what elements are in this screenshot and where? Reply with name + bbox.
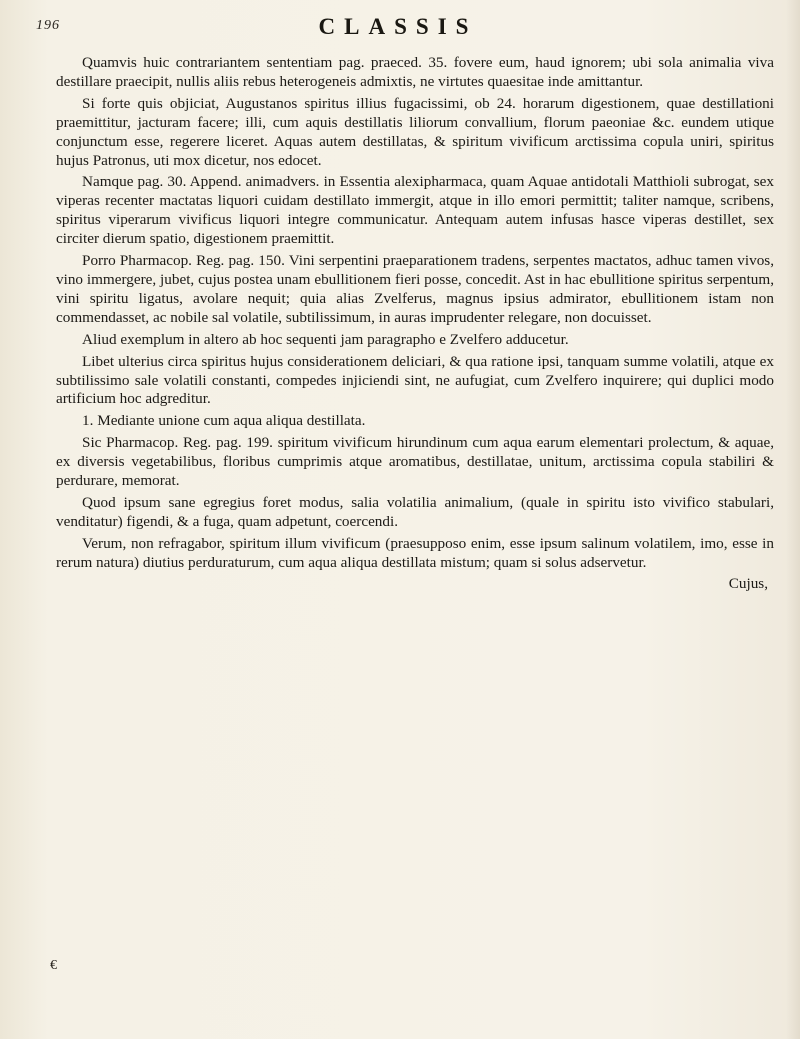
paragraph-6: Libet ulterius circa spiritus hujus considerationem deliciari, & qua ratione ipsi, tanquam summe volatili, atque ex subtilissimo sale volatili constanti, compedes injiciendi sint, ne aufugiat, cum Zvelfero inquirere; qui duplici modo artificium hoc adgreditur.	[56, 352, 774, 408]
running-head: CLASSIS	[318, 14, 478, 39]
paragraph-4: Porro Pharmacop. Reg. pag. 150. Vini serpentini praeparationem tradens, serpentes mactatos, adhuc tamen vivos, vino immergere, jubet, cujus postea unam ebullitionem fieri posse, concedit. Ast in hac ebullitione spiritus serpentum, vini spiritu ligatus, avolare nequit; quia alias Zvelferus, magnus ipsius admirator, ebullitionem istam non commendasset, ac nobile sal volatile, subtilissimum, in auras imprudenter relegare, non docuisset.	[56, 252, 774, 326]
paragraph-10: Verum, non refragabor, spiritum illum vivificum (praesupposo enim, esse ipsum salinum volatilem, imo, esse in rerum natura) diutius perduraturum, cum aqua aliqua destillata mistum; quam si solus adservetur.	[56, 534, 774, 571]
page-number: 196	[36, 18, 60, 33]
page-gutter-shadow	[786, 0, 800, 1039]
paragraph-7: 1. Mediante unione cum aqua aliqua destillata.	[82, 412, 366, 430]
text-body	[56, 54, 774, 593]
paragraph-9: Quod ipsum sane egregius foret modus, salia volatilia animalium, (quale in spiritu isto vivifico stabulari, venditatur) figendi, & a fuga, quam adpetunt, coercendi.	[56, 493, 774, 530]
paragraph-1: Quamvis huic contrariantem sententiam pag. praeced. 35. fovere eum, haud ignorem; ubi sola animalia viva destillare praecipit, nullis aliis rebus heterogeneis admixtis, ne virtutes quaesitae inde amittantur.	[56, 54, 774, 90]
paragraph-2: Si forte quis objiciat, Augustanos spiritus illius fugacissimi, ob 24. horarum digestionem, quae destillationi praemittitur, jacturam facere; illi, cum aquis destillatis liliorum convallium, florum paeoniae &c. eundem utique conjunctum esse, regerere liceret. Aquas autem destillatas, & spiritum vivificum arctissima copula uniri, spiritus hujus Patronus, uti mox dicetur, nos edocet.	[56, 94, 774, 169]
page-header	[36, 14, 760, 44]
paragraph-3: Namque pag. 30. Append. animadvers. in Essentia alexipharmaca, quam Aquae antidotali Matthioli subrogat, sex viperas recenter mactatas liquori cuidam destillato immergit, atque in illo emori permittit; taliter namque, scribens, spiritus viperarum vivificus liquori integre communicatur. Antequam autem infusas hasce viperas destillet, sex circiter dierum spatio, digestionem praemittit.	[56, 173, 774, 248]
paragraph-8: Sic Pharmacop. Reg. pag. 199. spiritum vivificum hirundinum cum aqua earum elementari prolectum, & aquae, ex diversis vegetabilibus, floribus cumprimis atque aromatibus, destillatae, unitum, arctissima copula stabiliri & perdurare, memorat.	[56, 434, 774, 490]
paragraph-5: Aliud exemplum in altero ab hoc sequenti jam paragrapho e Zvelfero adducetur.	[82, 330, 569, 348]
margin-mark: €	[50, 958, 57, 973]
catchword: Cujus,	[728, 574, 768, 592]
